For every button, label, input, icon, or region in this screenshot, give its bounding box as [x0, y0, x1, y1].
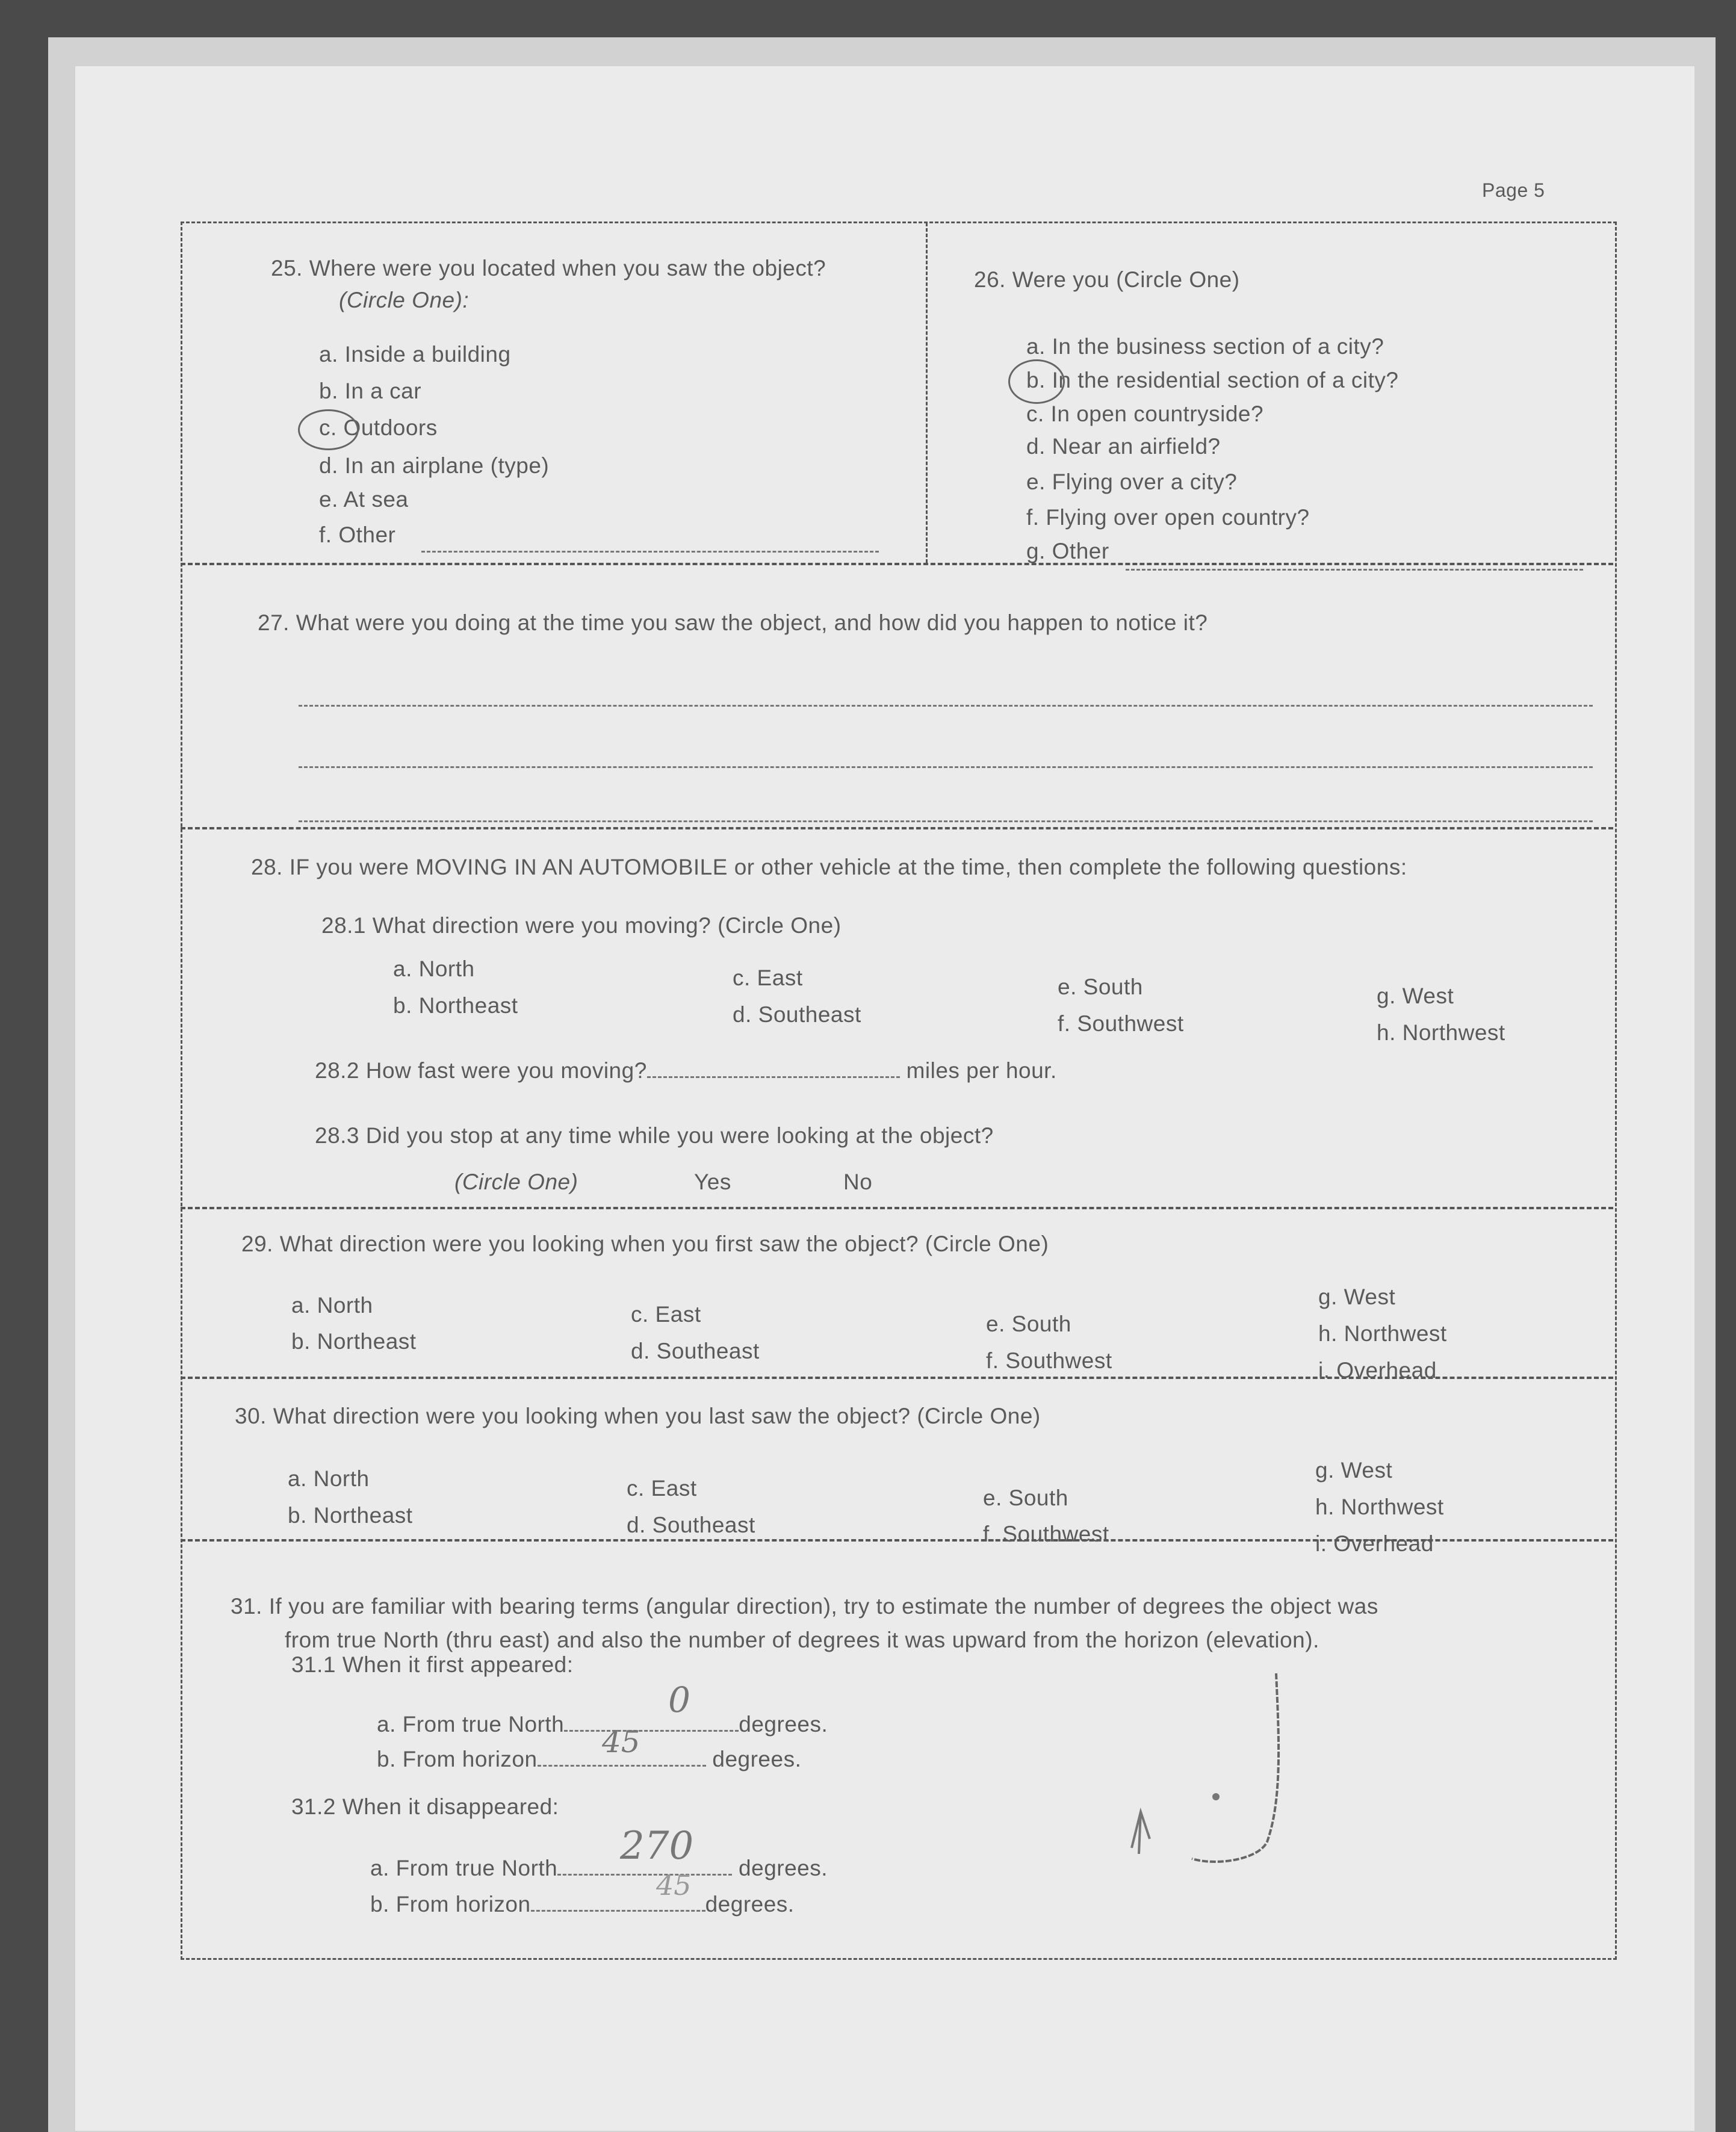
section-divider	[181, 827, 1613, 829]
handwritten-value: 45	[602, 1725, 640, 1759]
option-northwest[interactable]: h. Northwest	[1315, 1495, 1444, 1519]
unit-label: degrees.	[705, 1892, 795, 1917]
field-label: b. From horizon	[377, 1747, 538, 1771]
option-east[interactable]: c. East	[631, 1302, 701, 1327]
first-north-blank[interactable]	[564, 1712, 739, 1732]
option-c[interactable]: c. In open countryside?	[1026, 401, 1264, 426]
question-28-3: 28.3 Did you stop at any time while you were looking at the object?	[315, 1123, 994, 1148]
field-label: b. From horizon	[370, 1892, 531, 1917]
option-southwest[interactable]: f. Southwest	[1058, 1011, 1184, 1036]
option-west[interactable]: g. West	[1315, 1458, 1393, 1483]
question-text: 29. What direction were you looking when you first saw the object? (Circle One)	[241, 1232, 1049, 1256]
question-text: 30. What direction were you looking when you last saw the object? (Circle One)	[235, 1404, 1041, 1428]
point-marker	[1212, 1793, 1220, 1800]
option-e[interactable]: e. Flying over a city?	[1026, 469, 1238, 494]
option-north[interactable]: a. North	[291, 1293, 373, 1318]
option-overhead[interactable]: i. Overhead	[1318, 1358, 1437, 1383]
option-yes[interactable]: Yes	[694, 1170, 731, 1194]
option-northeast[interactable]: b. Northeast	[393, 993, 518, 1018]
option-east[interactable]: c. East	[627, 1476, 697, 1501]
unit-label: degrees.	[739, 1856, 828, 1880]
option-c[interactable]: c. Outdoors	[319, 415, 438, 440]
answer-line[interactable]	[299, 766, 1593, 768]
question-31-2: 31.2 When it disappeared:	[291, 1794, 559, 1819]
handwritten-arc-sketch	[1114, 1667, 1306, 1872]
last-horizon-row	[370, 1892, 795, 1917]
option-north[interactable]: a. North	[288, 1466, 370, 1491]
option-no[interactable]: No	[843, 1170, 873, 1194]
option-southeast[interactable]: d. Southeast	[631, 1339, 760, 1363]
selection-circle	[298, 409, 359, 450]
question-text: 26. Were you (Circle One)	[974, 267, 1240, 292]
question-28-2	[315, 1058, 1057, 1083]
option-b[interactable]: b. In the residential section of a city?	[1026, 368, 1399, 392]
first-horizon-row	[377, 1747, 801, 1772]
option-e[interactable]: e. At sea	[319, 487, 409, 512]
question-28-1: 28.1 What direction were you moving? (Circle One)	[321, 913, 842, 938]
instruction: (Circle One)	[454, 1170, 578, 1194]
option-east[interactable]: c. East	[733, 965, 803, 990]
field-label: a. From true North	[370, 1856, 558, 1880]
option-southeast[interactable]: d. Southeast	[627, 1513, 755, 1537]
option-southwest[interactable]: f. Southwest	[986, 1348, 1112, 1373]
question-text: 28.2 How fast were you moving?	[315, 1058, 647, 1083]
option-northwest[interactable]: h. Northwest	[1318, 1321, 1447, 1346]
option-northwest[interactable]: h. Northwest	[1377, 1020, 1505, 1045]
option-west[interactable]: g. West	[1377, 984, 1454, 1008]
unit-label: degrees.	[739, 1712, 828, 1737]
answer-line[interactable]	[299, 705, 1593, 707]
option-b[interactable]: b. In a car	[319, 379, 422, 403]
handwritten-value: 45	[656, 1869, 692, 1901]
answer-line[interactable]	[299, 820, 1593, 822]
section-divider	[181, 1207, 1613, 1209]
column-divider	[926, 223, 928, 563]
option-south[interactable]: e. South	[983, 1486, 1068, 1510]
question-31-1: 31.1 When it first appeared:	[291, 1652, 574, 1677]
option-southeast[interactable]: d. Southeast	[733, 1002, 861, 1027]
last-north-row	[370, 1856, 828, 1881]
question-text: 28. IF you were MOVING IN AN AUTOMOBILE or other vehicle at the time, then complete the following questions:	[251, 855, 1407, 879]
option-f[interactable]: f. Other	[319, 522, 396, 547]
page-number: Page 5	[1482, 179, 1545, 201]
option-d[interactable]: d. In an airplane (type)	[319, 453, 550, 478]
question-text: 31. If you are familiar with bearing terms (angular direction), try to estimate the number of degrees the object was	[231, 1594, 1378, 1619]
handwritten-value: 270	[620, 1824, 694, 1868]
question-text: 27. What were you doing at the time you saw the object, and how did you happen to notice it?	[258, 610, 1208, 635]
other-blank[interactable]	[421, 551, 879, 553]
option-northeast[interactable]: b. Northeast	[291, 1329, 417, 1354]
option-north[interactable]: a. North	[393, 956, 475, 981]
option-south[interactable]: e. South	[986, 1312, 1071, 1336]
unit-label: miles per hour.	[906, 1058, 1057, 1083]
option-northeast[interactable]: b. Northeast	[288, 1503, 413, 1528]
other-blank[interactable]	[1126, 569, 1583, 571]
option-a[interactable]: a. Inside a building	[319, 342, 511, 367]
option-a[interactable]: a. In the business section of a city?	[1026, 334, 1384, 359]
speed-blank[interactable]	[647, 1058, 900, 1078]
option-f[interactable]: f. Flying over open country?	[1026, 505, 1310, 530]
option-overhead[interactable]: i. Overhead	[1315, 1531, 1434, 1556]
option-west[interactable]: g. West	[1318, 1284, 1396, 1309]
option-d[interactable]: d. Near an airfield?	[1026, 434, 1221, 459]
field-label: a. From true North	[377, 1712, 565, 1737]
handwritten-value: 0	[668, 1679, 690, 1720]
option-southwest[interactable]: f. Southwest	[983, 1522, 1109, 1546]
option-south[interactable]: e. South	[1058, 975, 1143, 999]
question-text: 25. Where were you located when you saw the object?	[271, 256, 826, 280]
option-g[interactable]: g. Other	[1026, 539, 1109, 563]
instruction: (Circle One):	[339, 288, 470, 312]
unit-label: degrees.	[712, 1747, 802, 1771]
form-border	[181, 222, 1617, 1960]
question-text: from true North (thru east) and also the number of degrees it was upward from the horizon (elevation).	[285, 1628, 1319, 1652]
section-divider	[181, 563, 1613, 565]
selection-circle	[1008, 359, 1065, 404]
